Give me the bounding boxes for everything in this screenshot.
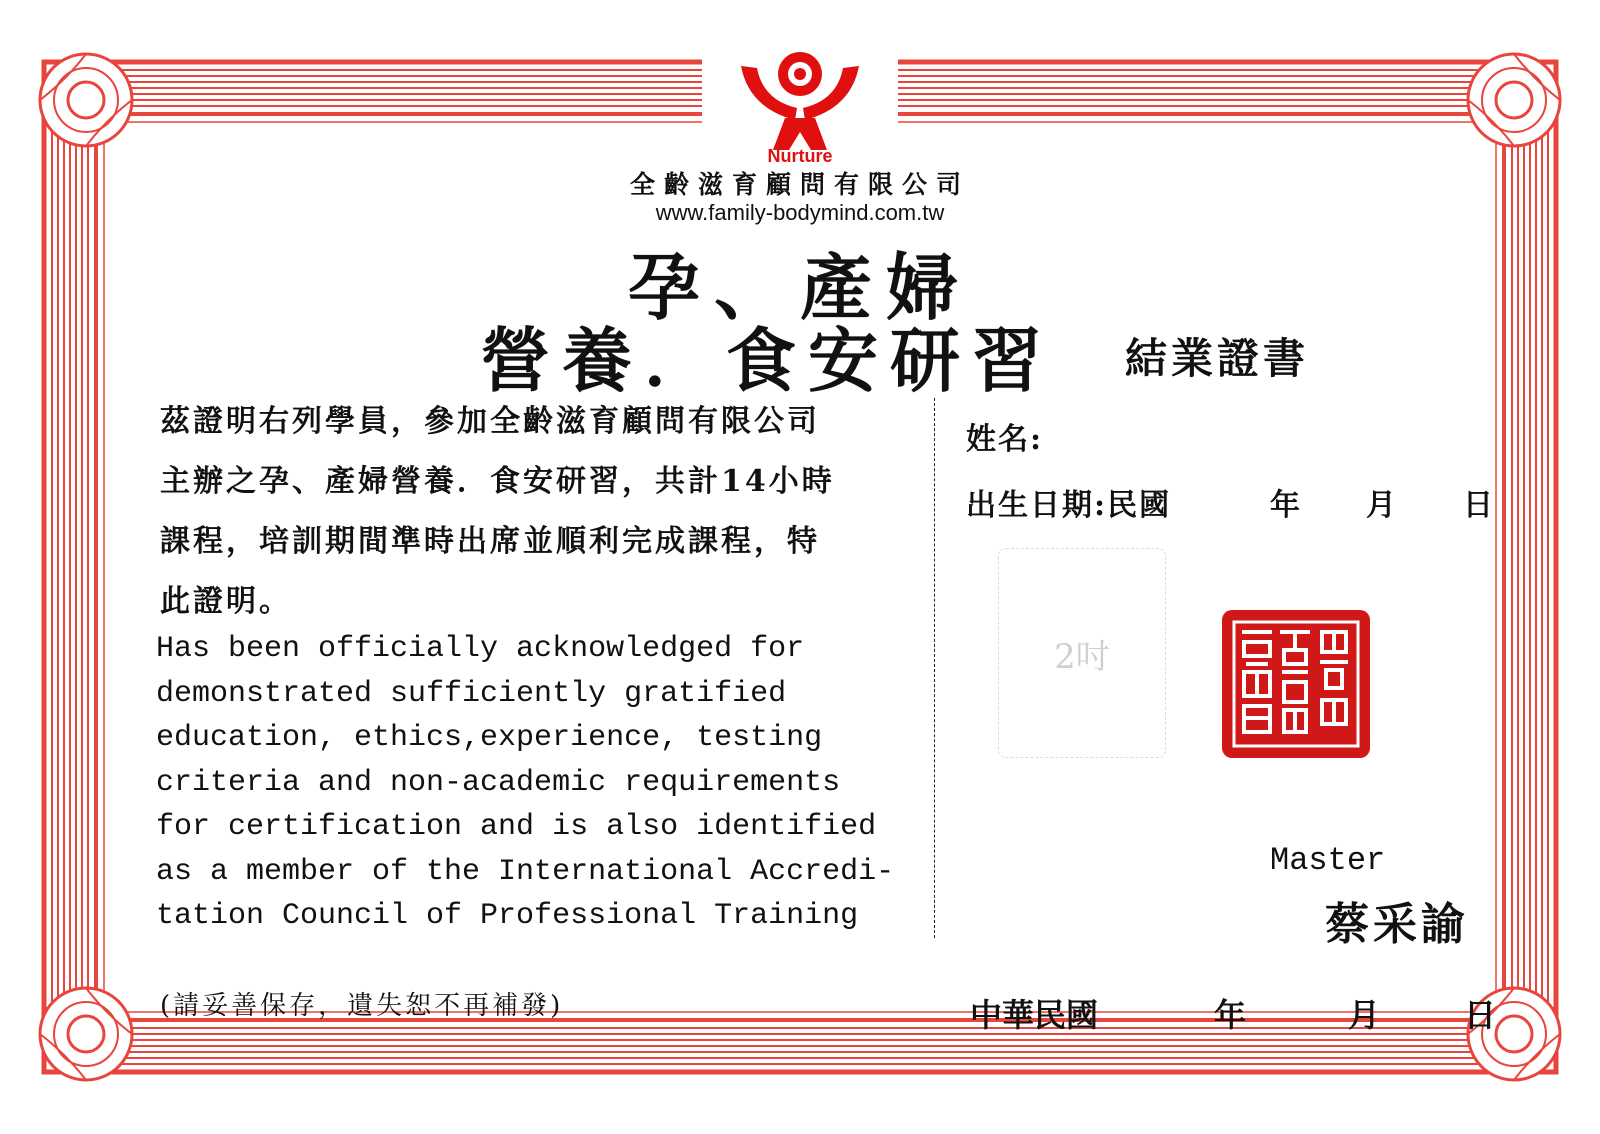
statement-chinese	[160, 400, 930, 640]
issue-date-era: 中華民國	[970, 996, 1099, 1034]
issue-date-day-label: 日	[1464, 996, 1497, 1034]
photo-placeholder	[998, 548, 1166, 758]
company-name: 全齡滋育顧問有限公司	[629, 170, 970, 199]
certificate-title-line1: 孕、產婦	[627, 245, 972, 330]
statement-cn-line: 主辦之孕、產婦營養．食安研習，共計14小時	[160, 464, 835, 499]
certificate-title-suffix: 結業證書	[1125, 334, 1310, 383]
statement-en-line: as a member of the International Accredi-	[156, 854, 895, 889]
statement-en-line: tation Council of Professional Training	[156, 899, 859, 933]
logo-brand-text: Nurture	[767, 146, 833, 166]
statement-english	[156, 627, 936, 939]
website-url[interactable]: www.family-bodymind.com.tw	[655, 200, 945, 225]
birthdate-year-label: 年	[1270, 488, 1302, 523]
statement-en-line: Has been officially acknowledged for	[156, 632, 805, 666]
statement-en-line: for certification and is also identified	[156, 810, 877, 844]
statement-en-line: demonstrated sufficiently gratified	[156, 676, 787, 711]
issue-date-month-label: 月	[1348, 996, 1381, 1034]
statement-cn-line: 茲證明右列學員，參加全齡滋育顧問有限公司	[160, 404, 820, 439]
issue-date-year-label: 年	[1214, 996, 1247, 1034]
statement-cn-line: 此證明。	[160, 584, 292, 619]
birthdate-field-label: 出生日期:民國	[966, 488, 1172, 523]
signatory-title: Master	[1270, 842, 1386, 879]
statement-en-line: education, ethics,experience, testing	[156, 721, 823, 755]
statement-en-line: criteria and non-academic requirements	[156, 765, 841, 800]
certificate-title-line2: 營養．食安研習	[480, 319, 1054, 402]
birthdate-month-label: 月	[1366, 488, 1398, 523]
photo-size-label: 2吋	[1054, 636, 1110, 677]
nurture-logo-icon	[735, 38, 865, 166]
preservation-note: (請妥善保存，遺失恕不再補發)	[160, 991, 564, 1021]
column-divider	[934, 398, 935, 938]
birthdate-day-label: 日	[1463, 488, 1495, 523]
statement-cn-line: 課程，培訓期間準時出席並順利完成課程，特	[160, 524, 820, 559]
company-seal-icon	[1222, 610, 1370, 758]
signatory-name: 蔡采諭	[1325, 899, 1469, 950]
name-field-label: 姓名:	[966, 422, 1044, 457]
